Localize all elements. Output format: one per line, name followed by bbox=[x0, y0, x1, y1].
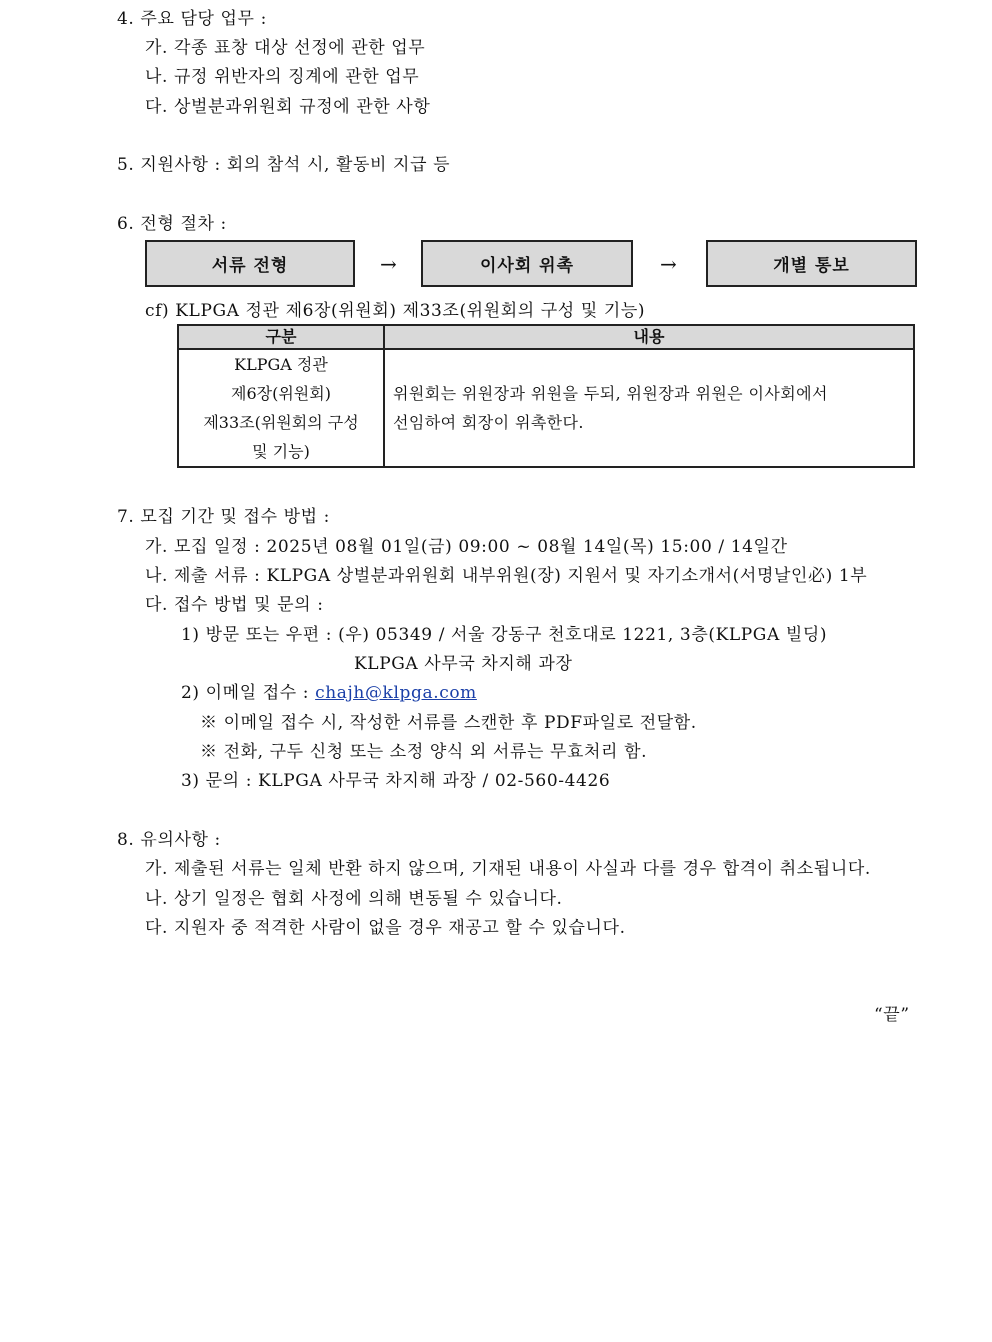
section4-item-1: 가. 각종 표창 대상 선정에 관한 업무 bbox=[145, 38, 426, 58]
category-line: 제33조(위원회의 구성 bbox=[203, 413, 359, 432]
end-mark: “끝” bbox=[874, 1005, 910, 1025]
regulation-table bbox=[177, 324, 915, 468]
table-header-content: 내용 bbox=[384, 325, 914, 349]
flow-arrow-right-icon: → bbox=[660, 252, 677, 276]
cf-reference: cf) KLPGA 정관 제6장(위원회) 제33조(위원회의 구성 및 기능) bbox=[145, 301, 646, 321]
caution-item-2: 나. 상기 일정은 협회 사정에 의해 변동될 수 있습니다. bbox=[145, 889, 563, 909]
section7-heading: 7. 모집 기간 및 접수 방법 : bbox=[117, 507, 330, 527]
table-header-row bbox=[178, 325, 914, 349]
visit-or-mail: 1) 방문 또는 우편 : (우) 05349 / 서울 강동구 천호대로 1221, 3층(KLPGA 빌딩) bbox=[181, 625, 828, 645]
category-line: 제6장(위원회) bbox=[231, 384, 331, 403]
email-label: 2) 이메일 접수 : bbox=[181, 683, 310, 703]
table-row bbox=[178, 349, 914, 467]
section8-heading: 8. 유의사항 : bbox=[117, 830, 221, 850]
section4-item-2: 나. 규정 위반자의 징계에 관한 업무 bbox=[145, 67, 420, 87]
content-line: 선임하여 회장이 위촉한다. bbox=[393, 413, 584, 432]
flow-step-document-screening: 서류 전형 bbox=[145, 240, 355, 287]
section4-item-3: 다. 상벌분과위원회 규정에 관한 사항 bbox=[145, 97, 431, 117]
email-link[interactable]: chajh@klpga.com bbox=[315, 683, 477, 703]
section5-heading: 5. 지원사항 : 회의 참석 시, 활동비 지급 등 bbox=[117, 155, 451, 175]
category-line: 및 기능) bbox=[252, 442, 310, 461]
table-cell-content bbox=[384, 349, 914, 467]
section6-heading: 6. 전형 절차 : bbox=[117, 214, 227, 234]
invalid-submission-note: ※ 전화, 구두 신청 또는 소정 양식 외 서류는 무효처리 함. bbox=[200, 742, 648, 762]
inquiry-contact: 3) 문의 : KLPGA 사무국 차지해 과장 / 02-560-4426 bbox=[181, 771, 611, 791]
caution-item-3: 다. 지원자 중 적격한 사람이 없을 경우 재공고 할 수 있습니다. bbox=[145, 918, 626, 938]
category-line: KLPGA 정관 bbox=[234, 355, 328, 374]
content-line: 위원회는 위원장과 위원을 두되, 위원장과 위원은 이사회에서 bbox=[393, 384, 828, 403]
flow-arrow-right-icon: → bbox=[380, 252, 397, 276]
submission-method-heading: 다. 접수 방법 및 문의 : bbox=[145, 595, 324, 615]
flow-step-board-appointment: 이사회 위촉 bbox=[421, 240, 633, 287]
caution-item-1: 가. 제출된 서류는 일체 반환 하지 않으며, 기재된 내용이 사실과 다를 경우 합격이 취소됩니다. bbox=[145, 859, 871, 879]
email-submission bbox=[181, 682, 477, 704]
flow-step-individual-notice: 개별 통보 bbox=[706, 240, 917, 287]
table-header-category: 구분 bbox=[178, 325, 384, 349]
recruitment-schedule: 가. 모집 일정 : 2025년 08월 01일(금) 09:00 ~ 08월 14일(목) 15:00 / 14일간 bbox=[145, 537, 788, 557]
email-note: ※ 이메일 접수 시, 작성한 서류를 스캔한 후 PDF파일로 전달함. bbox=[200, 713, 697, 733]
table-cell-category bbox=[178, 349, 384, 467]
visit-contact: KLPGA 사무국 차지해 과장 bbox=[354, 654, 573, 674]
required-documents: 나. 제출 서류 : KLPGA 상벌분과위원회 내부위원(장) 지원서 및 자기소개서(서명날인必) 1부 bbox=[145, 566, 868, 586]
section4-heading: 4. 주요 담당 업무 : bbox=[117, 9, 267, 29]
